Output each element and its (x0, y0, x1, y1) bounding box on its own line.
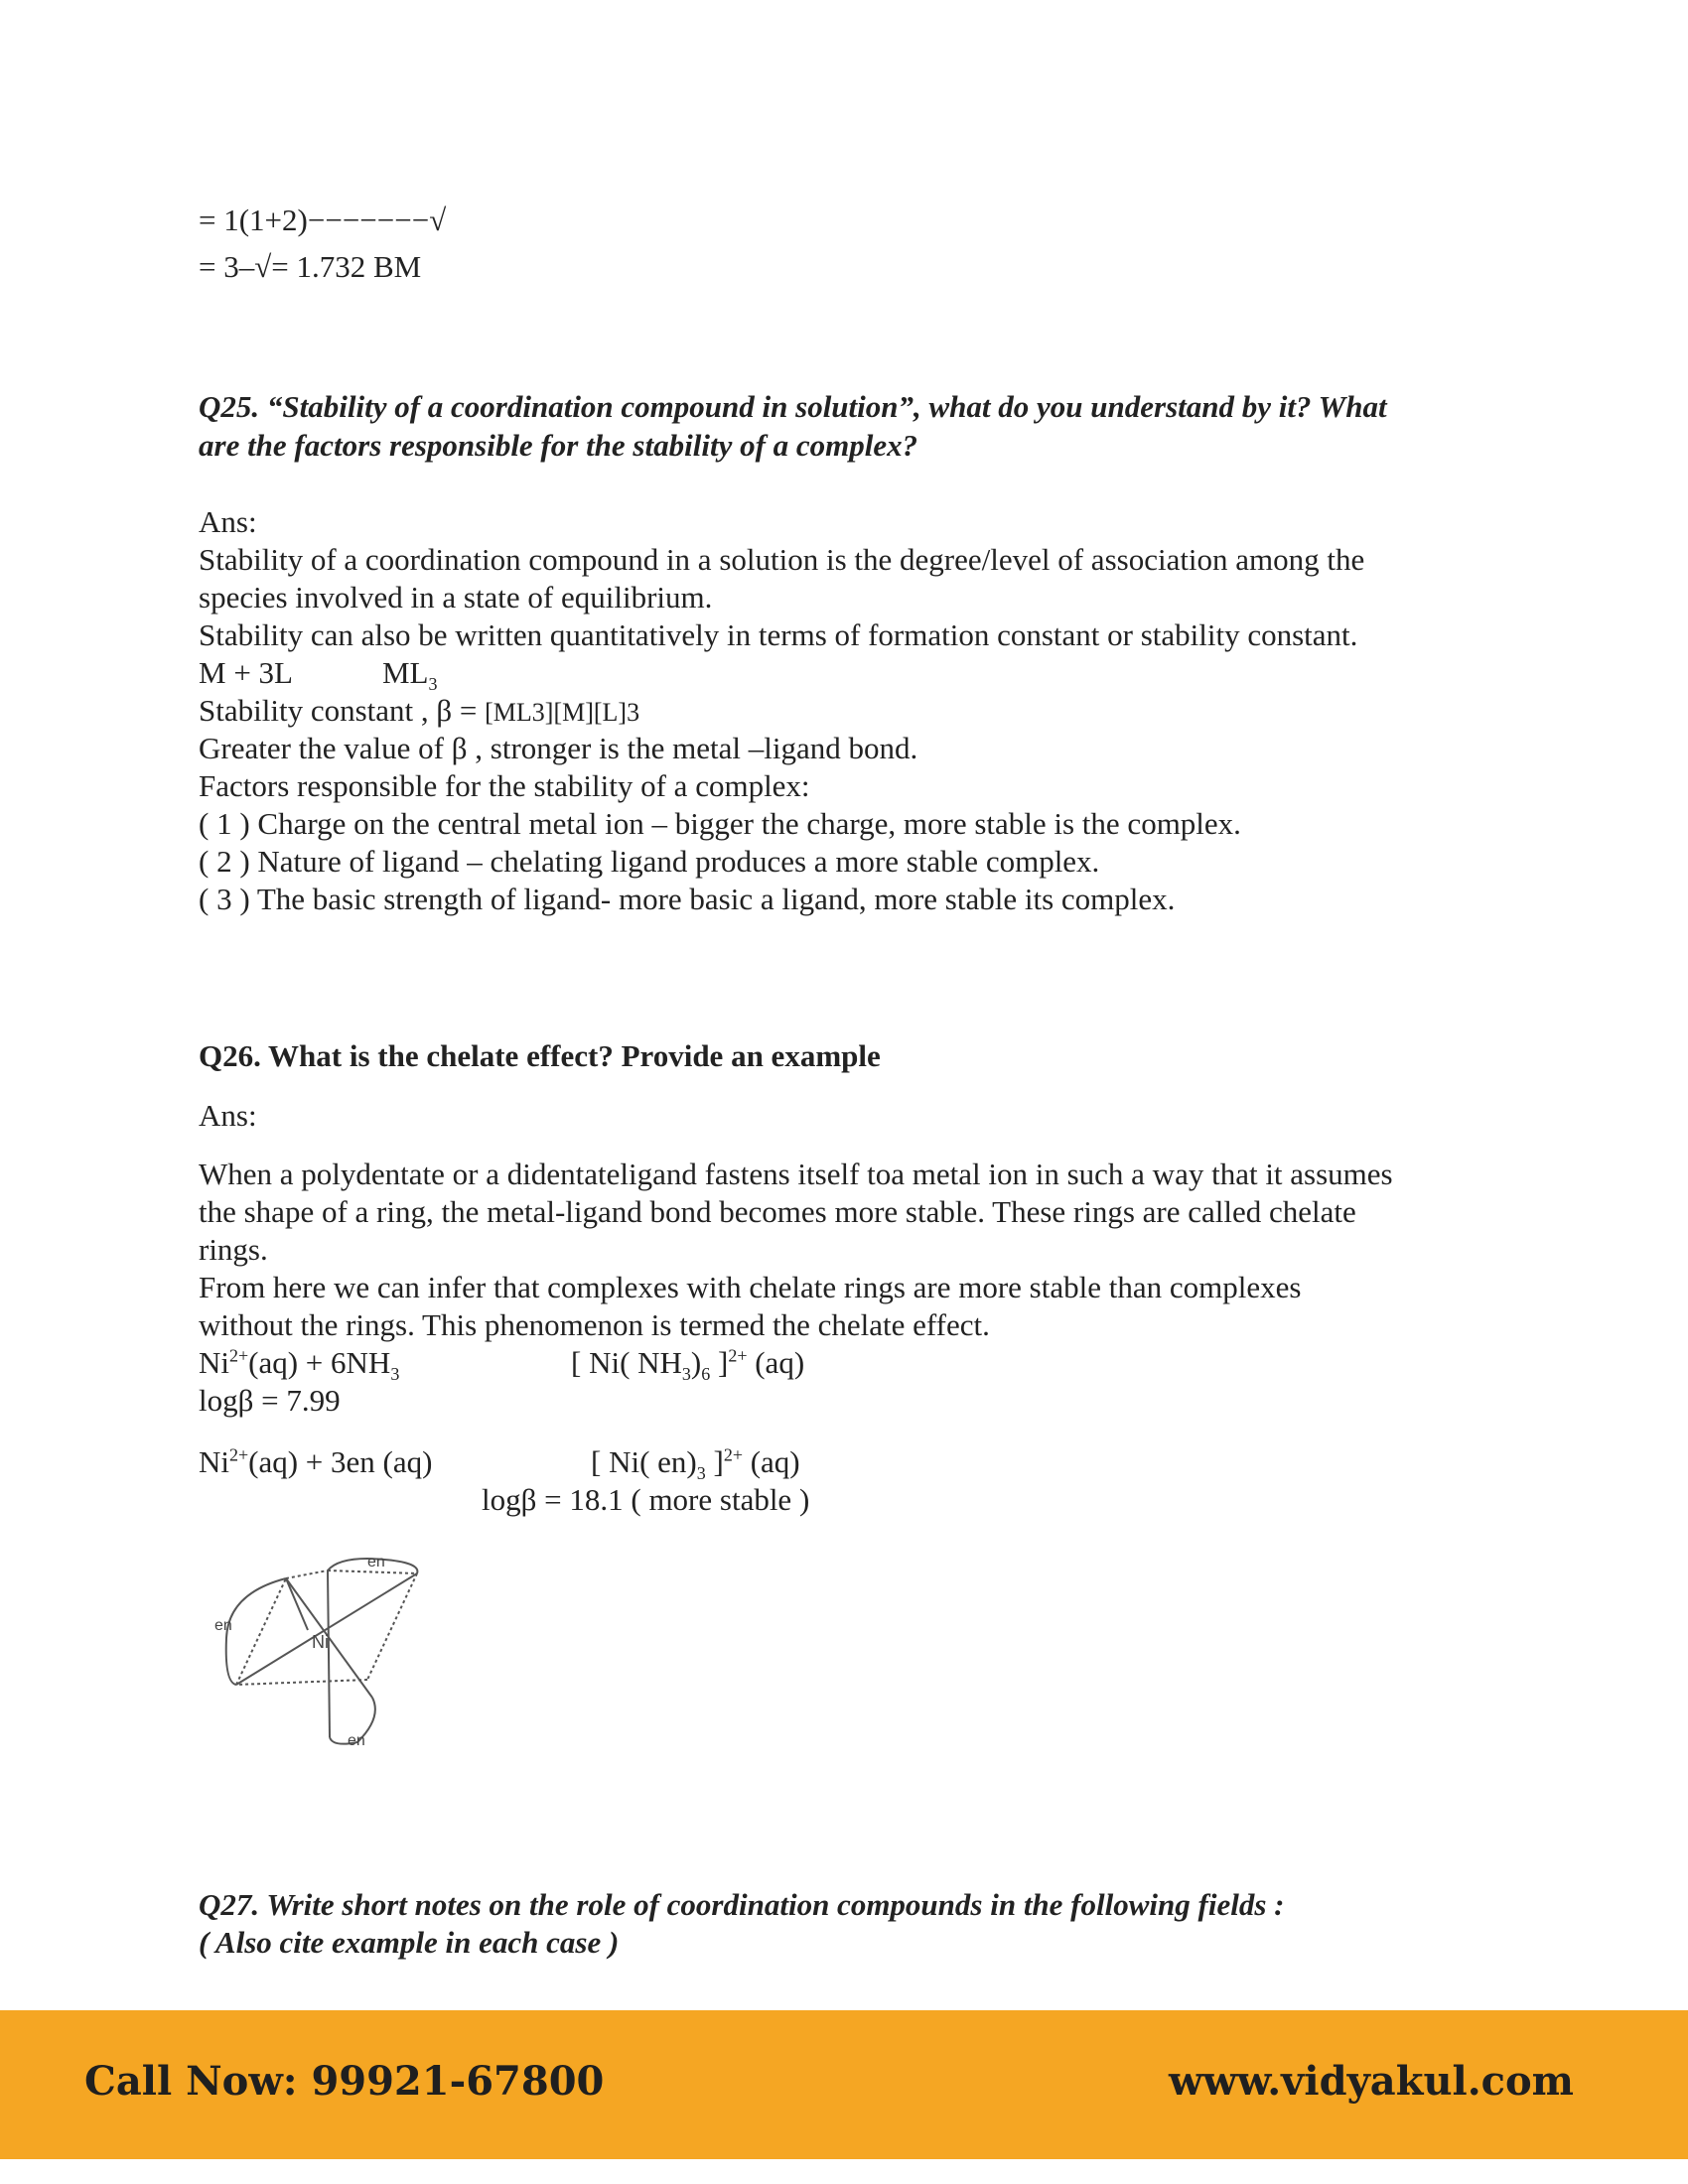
q25-eq-left: M + 3L (199, 655, 293, 690)
q27-question-line-1: Q27. Write short notes on the role of coordination compounds in the following fields : (199, 1887, 1285, 1922)
eq1-right-b: ) (690, 1345, 702, 1380)
footer-banner (0, 2010, 1688, 2159)
q25-factor-2: ( 2 ) Nature of ligand – chelating ligand produces a more stable complex. (199, 844, 1100, 879)
q26-equation-2 (199, 1443, 432, 1481)
eq1-right-sub2: 6 (701, 1364, 711, 1385)
q26-question: Q26. What is the chelate effect? Provide an example (199, 1038, 881, 1073)
eq1-right-c: ] (710, 1345, 729, 1380)
q25-text-line-3: Stability can also be written quantitatively in terms of formation constant or stability constant. (199, 617, 1358, 652)
q25-factor-1: ( 1 ) Charge on the central metal ion – bigger the charge, more stable is the complex. (199, 806, 1241, 841)
diagram-en-top: en (367, 1554, 385, 1570)
q26-text-line-2: the shape of a ring, the metal-ligand bond becomes more stable. These rings are called chelate (199, 1194, 1356, 1229)
eq2-left-a: Ni (199, 1444, 229, 1479)
q25-eq-right-sub: 3 (428, 674, 438, 695)
q25-question-line-1: Q25. “Stability of a coordination compound in solution”, what do you understand by it? What (199, 389, 1387, 424)
q25-question-line-2: are the factors responsible for the stability of a complex? (199, 428, 918, 463)
q25-stability-constant (199, 692, 639, 732)
math-line-2: = 3–√= 1.732 BM (199, 249, 422, 284)
q26-text-line-1: When a polydentate or a didentateligand fastens itself toa metal ion in such a way that it assumes (199, 1157, 1393, 1191)
call-now-text[interactable]: Call Now: 99921-67800 (84, 2058, 605, 2105)
q27-question-line-2: ( Also cite example in each case ) (199, 1925, 620, 1960)
q25-text-line-6: Factors responsible for the stability of a complex: (199, 768, 810, 803)
eq1-left-sup: 2+ (229, 1345, 249, 1366)
chelate-complex-diagram (209, 1549, 437, 1747)
eq2-right-d: (aq) (742, 1444, 800, 1479)
eq2-right-sup: 2+ (723, 1444, 743, 1465)
eq1-right-d: (aq) (747, 1345, 805, 1380)
eq1-left-a: Ni (199, 1345, 229, 1380)
q26-text-line-3: rings. (199, 1232, 268, 1267)
website-link[interactable]: www.vidyakul.com (1168, 2058, 1574, 2105)
q25-text-line-1: Stability of a coordination compound in a solution is the degree/level of association among the (199, 542, 1365, 577)
q25-stab-formula: [ML3][M][L]3 (485, 698, 640, 727)
q25-ans-label: Ans: (199, 504, 257, 539)
eq1-left-b: (aq) + 6NH (248, 1345, 391, 1380)
q25-eq-right: ML (381, 655, 429, 690)
q26-text-line-4: From here we can infer that complexes with chelate rings are more stable than complexes (199, 1270, 1302, 1304)
eq2-right-sub: 3 (696, 1463, 706, 1484)
q25-text-line-5: Greater the value of β , stronger is the metal –ligand bond. (199, 731, 918, 765)
diagram-ni-label: Ni (312, 1632, 329, 1652)
eq2-left-sup: 2+ (229, 1444, 249, 1465)
q25-stab-prefix: Stability constant , β = (199, 693, 486, 728)
eq1-right-a: [ Ni( NH (571, 1345, 682, 1380)
eq1-left-sub: 3 (390, 1364, 400, 1385)
eq2-left-b: (aq) + 3en (aq) (248, 1444, 433, 1479)
eq2-right-a: [ Ni( en) (591, 1444, 697, 1479)
eq1-right-sub1: 3 (681, 1364, 691, 1385)
q26-ans-label: Ans: (199, 1098, 257, 1133)
diagram-en-bottom: en (348, 1732, 365, 1747)
q25-equation (199, 654, 438, 695)
diagram-en-left: en (214, 1617, 232, 1634)
q26-equation-2-product (591, 1443, 800, 1484)
q25-factor-3: ( 3 ) The basic strength of ligand- more basic a ligand, more stable its complex. (199, 882, 1176, 916)
q26-equation-1-product (571, 1344, 805, 1385)
q26-text-line-5: without the rings. This phenomenon is termed the chelate effect. (199, 1307, 990, 1342)
q26-log-2: logβ = 18.1 ( more stable ) (482, 1482, 810, 1517)
q25-text-line-2: species involved in a state of equilibrium. (199, 580, 713, 614)
eq2-right-c: ] (705, 1444, 724, 1479)
eq1-right-sup: 2+ (728, 1345, 748, 1366)
q26-equation-1 (199, 1344, 400, 1385)
math-line-1: = 1(1+2)−−−−−−−√ (199, 203, 447, 237)
q26-log-1: logβ = 7.99 (199, 1383, 341, 1418)
